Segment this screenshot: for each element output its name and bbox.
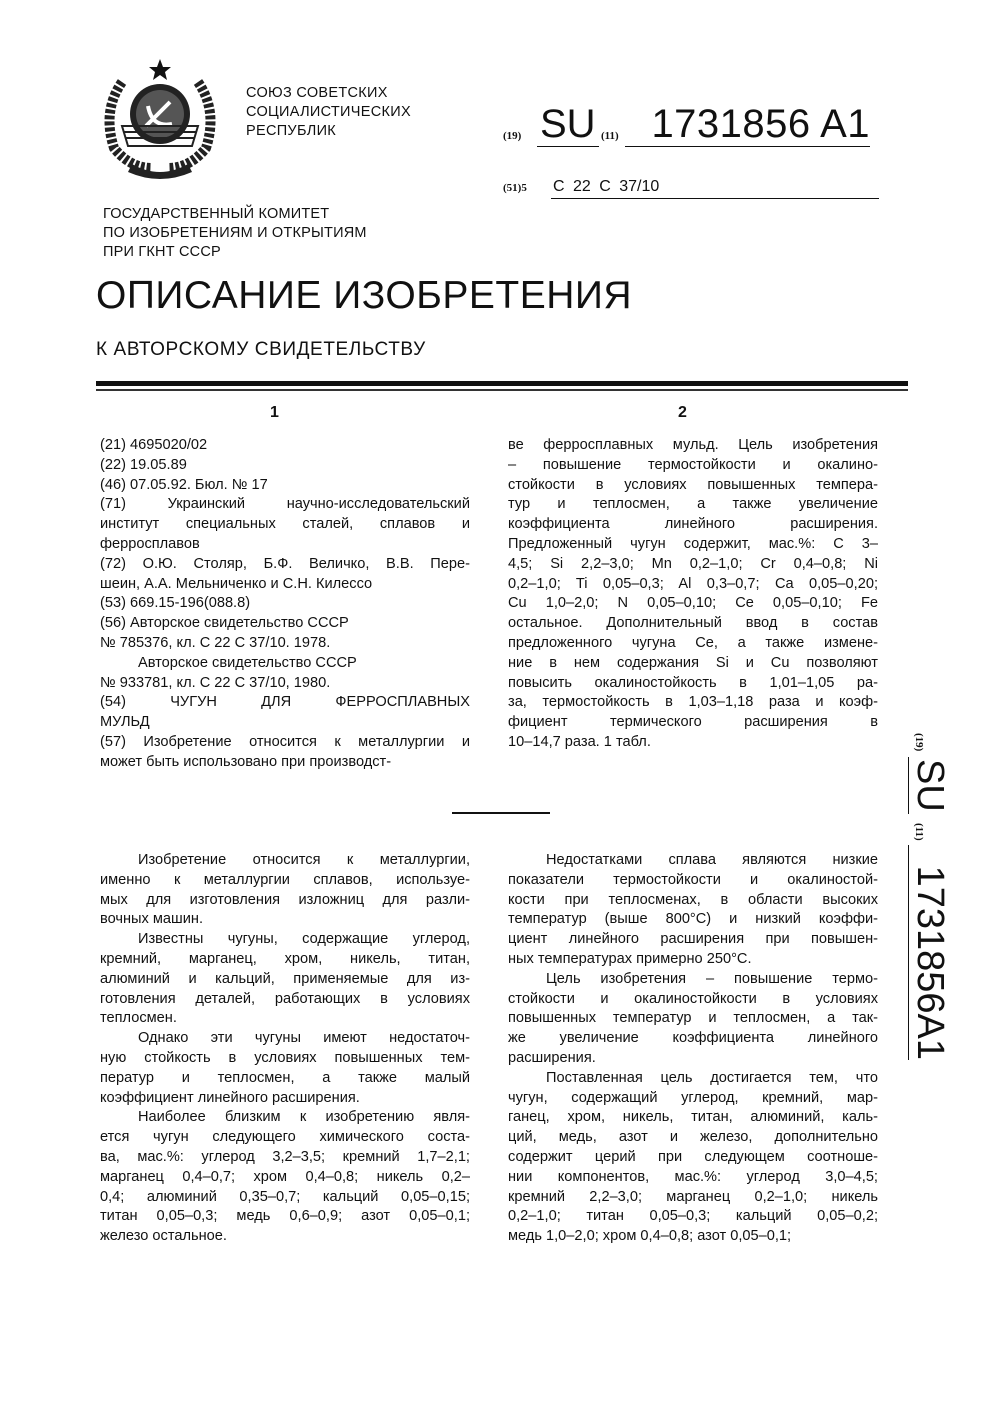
text-line: именно к металлургии сплавов, используе- — [100, 871, 470, 888]
state-name-line: СОЮЗ СОВЕТСКИХ — [246, 85, 388, 101]
text-line: ператур и теплосмен, а также малый — [100, 1069, 470, 1086]
text-line: коэффициент линейного расширения. — [100, 1089, 360, 1106]
text-line: шеин, А.А. Мельниченко и С.Н. Килессо — [100, 575, 373, 592]
document-subtitle: К АВТОРСКОМУ СВИДЕТЕЛЬСТВУ — [96, 339, 426, 360]
text-line: содержит церий при следующем соотноше- — [508, 1148, 878, 1165]
field-tag-19: (19) — [503, 130, 522, 142]
text-line: нии компонентов, мас.%: углерод 3,0–4,5; — [508, 1168, 878, 1185]
state-name-line: СОЦИАЛИСТИЧЕСКИХ — [246, 104, 411, 120]
text-line: медь 1,0–2,0; хром 0,4–0,8; азот 0,05–0,1; — [508, 1228, 792, 1245]
text-line: Изобретение относится к металлургии, — [138, 852, 470, 868]
abstract-column — [508, 436, 878, 753]
text-line: стойкости и окалиностойкости в условиях — [508, 990, 878, 1007]
text-line: Cu 1,0–2,0; N 0,05–0,10; Ce 0,05–0,10; Fe — [508, 595, 878, 612]
text-line: повысить окалиностойкость в 1,01–1,05 ра- — [508, 674, 878, 691]
text-line: Авторское свидетельство СССР — [138, 654, 357, 671]
text-line: ций, медь, азот и железо, дополнительно — [508, 1129, 878, 1146]
field-tag-51: (51)5 — [503, 182, 527, 194]
document-title: ОПИСАНИЕ ИЗОБРЕТЕНИЯ — [96, 274, 633, 317]
text-line: алюминий и кальций, применяемые для из- — [100, 970, 470, 987]
text-line: Наиболее близким к изобретению явля- — [138, 1109, 470, 1126]
text-line: (54) ЧУГУН ДЛЯ ФЕРРОСПЛАВНЫХ — [100, 694, 470, 711]
side-patent-label — [895, 715, 955, 1145]
text-line: ется чугун следующего химического соста- — [100, 1129, 470, 1146]
ipc-class: C 22 C 37/10 — [551, 176, 879, 199]
text-line: ва, мас.%: углерод 3,2–3,5; кремний 1,7–2,1; — [100, 1148, 470, 1165]
text-line: ную стойкость в условиях повышенных тем- — [100, 1049, 470, 1066]
side-patent-number: 1731856A1 — [908, 845, 951, 1060]
text-line: институт специальных сталей, сплавов и — [100, 516, 470, 533]
section-separator — [452, 812, 550, 814]
text-line: (71) Украинский научно-исследовательский — [100, 496, 470, 513]
text-line: МУЛЬД — [100, 714, 150, 731]
country-code: SU — [537, 102, 599, 147]
text-line: температур (выше 800°С) и низкий коэффи- — [508, 911, 878, 928]
text-line: за, термостойкость в 1,03–1,18 раза и коэф- — [508, 694, 878, 711]
text-line: ганец, хром, никель, титан, алюминий, каль- — [508, 1109, 878, 1126]
bibliographic-column — [100, 436, 470, 773]
text-line: 4,5; Si 2,2–3,0; Mn 0,2–1,0; Cr 0,4–0,8; Ni — [508, 555, 878, 572]
text-line: ных температурах примерно 250°С. — [508, 950, 752, 967]
text-line: предложенного чугуна Се, а также измене- — [508, 634, 878, 651]
text-line: (57) Изобретение относится к металлургии и — [100, 733, 470, 750]
text-line: ферросплавов — [100, 535, 200, 552]
text-line: 10–14,7 раза. 1 табл. — [508, 733, 651, 750]
ussr-coat-of-arms-icon — [92, 56, 228, 184]
text-line: кости при теплосменах, в области высоких — [508, 891, 878, 908]
text-line: Предложенный чугун содержит, мас.%: С 3– — [508, 535, 878, 552]
field-tag-11: (11) — [601, 130, 619, 142]
text-line: ние в нем содержания Si и Cu позволяют — [508, 654, 878, 671]
text-line: (46) 07.05.92. Бюл. № 17 — [100, 476, 268, 493]
text-line: 0,4; алюминий 0,35–0,7; кальций 0,05–0,15; — [100, 1188, 470, 1205]
text-line: (53) 669.15-196(088.8) — [100, 595, 251, 612]
committee-line: ГОСУДАРСТВЕННЫЙ КОМИТЕТ — [103, 206, 330, 222]
state-name — [246, 84, 411, 141]
committee-line: ПРИ ГКНТ СССР — [103, 244, 221, 260]
text-line: коэффициента линейного расширения. — [508, 516, 878, 533]
text-line: – повышение термостойкости и окалино- — [508, 456, 878, 473]
patent-number: 1731856 A1 — [625, 102, 870, 147]
text-line: готовления деталей, работающих в условиях — [100, 990, 470, 1007]
header-rule-thin — [96, 389, 908, 391]
text-line: фициент термического расширения в — [508, 714, 878, 731]
description-column-right — [508, 851, 878, 1247]
text-line: может быть использовано при производст- — [100, 753, 392, 770]
text-line: (22) 19.05.89 — [100, 456, 187, 473]
text-line: показатели термостойкости и окалиностой- — [508, 871, 878, 888]
text-line: (56) Авторское свидетельство СССР — [100, 615, 349, 632]
column-number-2: 2 — [678, 404, 687, 421]
committee-name — [103, 205, 367, 262]
text-line: чугун, содержащий углерод, кремний, мар- — [508, 1089, 878, 1106]
text-line: марганец 0,4–0,7; хром 0,4–0,8; никель 0,2– — [100, 1168, 470, 1185]
side-field-tag-11: (11) — [913, 823, 925, 841]
side-country-code: SU — [909, 759, 951, 812]
text-line: циент линейного расширения при повышен- — [508, 931, 878, 948]
text-line: вочных машин. — [100, 911, 204, 928]
text-line: (21) 4695020/02 — [100, 437, 208, 453]
text-line: Однако эти чугуны имеют недостаточ- — [138, 1030, 470, 1047]
committee-line: ПО ИЗОБРЕТЕНИЯМ И ОТКРЫТИЯМ — [103, 225, 367, 241]
header-rule — [96, 381, 908, 386]
text-line: Известны чугуны, содержащие углерод, — [138, 931, 470, 948]
text-line: мых для изготовления изложниц для разли- — [100, 891, 470, 908]
text-line: повышенных температур и теплосмен, а так- — [508, 1010, 878, 1027]
description-column-left — [100, 851, 470, 1247]
text-line: тур и теплосмен, а также увеличение — [508, 496, 878, 513]
text-line: теплосмен. — [100, 1010, 177, 1027]
text-line: кремний 2,2–3,0; марганец 0,2–1,0; никель — [508, 1188, 878, 1205]
text-line: № 933781, кл. С 22 С 37/10, 1980. — [100, 674, 331, 691]
text-line: ве ферросплавных мульд. Цель изобретения — [508, 437, 878, 453]
publication-number — [503, 100, 883, 150]
side-field-tag-19: (19) — [913, 733, 925, 752]
column-number-1: 1 — [270, 404, 279, 421]
text-line: же увеличение коэффициента линейного — [508, 1030, 878, 1047]
text-line: расширения. — [508, 1049, 596, 1066]
text-line: кремний, марганец, хром, никель, титан, — [100, 950, 470, 967]
ipc-classification — [503, 176, 875, 200]
text-line: (72) О.Ю. Столяр, Б.Ф. Величко, В.В. Пере- — [100, 555, 470, 572]
text-line: Цель изобретения – повышение термо- — [546, 970, 878, 987]
text-line: железо остальное. — [100, 1228, 227, 1245]
text-line: 0,2–1,0; Ti 0,05–0,3; Al 0,3–0,7; Ca 0,05–0,20; — [508, 575, 878, 592]
text-line: титан 0,05–0,3; медь 0,6–0,9; азот 0,05–0,1; — [100, 1208, 470, 1225]
text-line: № 785376, кл. С 22 С 37/10. 1978. — [100, 634, 331, 651]
text-line: Поставленная цель достигается тем, что — [546, 1069, 878, 1086]
text-line: стойкости в условиях повышенных темпера- — [508, 476, 878, 493]
state-name-line: РЕСПУБЛИК — [246, 123, 337, 139]
text-line: Недостатками сплава являются низкие — [546, 852, 878, 868]
text-line: 0,2–1,0; титан 0,05–0,3; кальций 0,05–0,2; — [508, 1208, 878, 1225]
text-line: остальное. Дополнительный ввод в состав — [508, 615, 878, 632]
